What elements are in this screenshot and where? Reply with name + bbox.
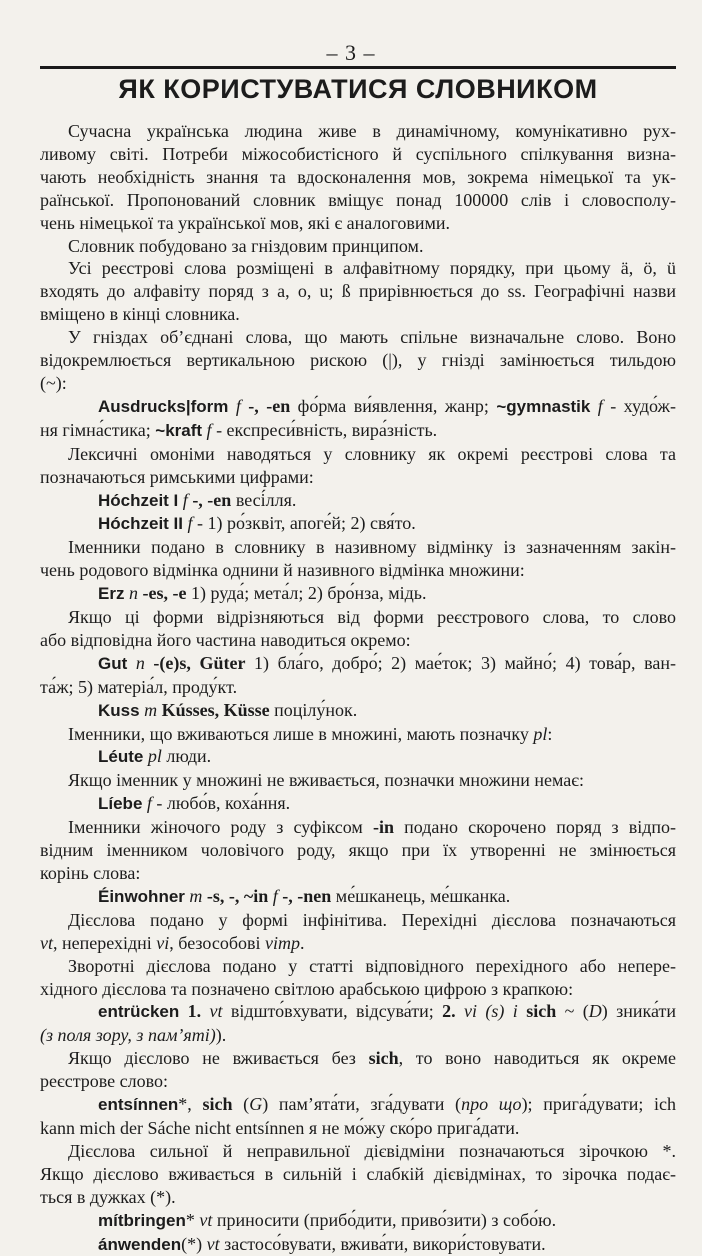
translation: люди. bbox=[162, 746, 211, 766]
gender-mark: n bbox=[129, 583, 138, 603]
translation: ) пам’ята́ти, зга́дувати ( bbox=[262, 1094, 461, 1114]
header-rule bbox=[40, 66, 676, 69]
paragraph-plural-only bbox=[40, 723, 676, 746]
paragraph-sich-line2: реєстрове слово: bbox=[40, 1070, 676, 1093]
paragraph-text: , неперехідні bbox=[53, 933, 156, 953]
gender-mark: m bbox=[144, 700, 157, 720]
gender-mark: f bbox=[236, 396, 241, 416]
gender-mark: f bbox=[147, 793, 152, 813]
gender-mark: f bbox=[188, 513, 193, 533]
paragraph-nests-line2: відокремлюється вертикальною рискою (|), у гнізді замінюється тильдою bbox=[40, 349, 676, 372]
paragraph-homonyms-line1: Лексичні омоніми наводяться у словнику як окремі реєстрові слова та bbox=[40, 443, 676, 466]
paragraph-intro-line1: Сучасна українська людина живе в динамічному, комунікативно рух- bbox=[40, 120, 676, 143]
page-title: ЯК КОРИСТУВАТИСЯ СЛОВНИКОМ bbox=[40, 74, 676, 105]
vt-mark: vt bbox=[199, 1210, 212, 1230]
suffix: -in bbox=[373, 817, 394, 837]
sense-number: 1. bbox=[179, 1001, 201, 1021]
forms: *, bbox=[178, 1094, 202, 1114]
sich-mark: sich bbox=[369, 1048, 399, 1068]
translation: весі́лля. bbox=[231, 490, 296, 510]
paragraph-text: Іменники, що вживаються лише в множині, мають позначку bbox=[68, 724, 533, 744]
paragraph-feminine-line1 bbox=[40, 816, 676, 839]
example-leute bbox=[40, 745, 676, 769]
paragraph-forms-line1: Якщо ці форми відрізняються від форми реєстрового слова, то слово bbox=[40, 606, 676, 629]
headword: ~gymnastik bbox=[496, 397, 590, 416]
paragraph-alphabet-line2: входять до алфавіту поряд з a, o, u; ß прирівнюється до ss. Географічні назви bbox=[40, 280, 676, 303]
headword: Líebe bbox=[98, 794, 142, 813]
paragraph-intro-line3: чають необхідність знання та вдосконалення мов, зокрема німецької та ук- bbox=[40, 166, 676, 189]
paragraph-verbs-line2 bbox=[40, 932, 676, 955]
translation: ~ ( bbox=[556, 1001, 589, 1021]
example-anwenden bbox=[40, 1233, 676, 1256]
vt-mark: vt bbox=[40, 933, 53, 953]
headword: Léute bbox=[98, 747, 143, 766]
paragraph-intro-line5: чень німецької та української мов, які є аналоговими. bbox=[40, 212, 676, 235]
pl-mark: pl bbox=[533, 724, 547, 744]
example-entsinnen-line1 bbox=[40, 1093, 676, 1117]
translation: 1) руда́; мета́л; 2) бро́нза, мідь. bbox=[186, 583, 426, 603]
paragraph-text: , то воно наводиться як окреме bbox=[399, 1048, 676, 1068]
sich-mark: sich bbox=[202, 1094, 232, 1114]
example-hochzeit-2 bbox=[40, 512, 676, 536]
paragraph-feminine-line2: відним іменником чоловічого роду, якщо при їх утворенні не змінюється bbox=[40, 839, 676, 862]
paragraph-homonyms-line2: позначаються римськими цифрами: bbox=[40, 466, 676, 489]
paragraph-strong-line2: Якщо дієслово вживається в сильній і слабкій дієвідмінах, то зірочка подає- bbox=[40, 1163, 676, 1186]
headword: entrücken bbox=[98, 1002, 179, 1021]
paragraph-nests-line1: У гніздах об’єднані слова, що мають спільне визначальне слово. Воно bbox=[40, 326, 676, 349]
example-mitbringen bbox=[40, 1209, 676, 1233]
sich-mark: sich bbox=[526, 1001, 556, 1021]
example-gut-line1 bbox=[40, 652, 676, 676]
example-einwohner bbox=[40, 885, 676, 909]
headword: entsínnen bbox=[98, 1095, 178, 1114]
paragraph-nouns-line2: чень родового відмінка однини й називного відмінка множини: bbox=[40, 559, 676, 582]
paragraph-nests-line3: (~): bbox=[40, 372, 676, 395]
paragraph-feminine-line3: корінь слова: bbox=[40, 862, 676, 885]
example-entrucken-line2 bbox=[40, 1024, 676, 1047]
translation: - експреси́вність, вира́зність. bbox=[212, 420, 438, 440]
headword: Gut bbox=[98, 654, 127, 673]
paragraph-strong-line1: Дієслова сильної й неправильної дієвідміни позначаються зірочкою *. bbox=[40, 1140, 676, 1163]
forms: -, -en bbox=[188, 490, 232, 510]
translation: приносити (прибо́дити, приво́зити) з собо́ю. bbox=[212, 1210, 556, 1230]
paragraph-text: . bbox=[300, 933, 305, 953]
paragraph-reflexive-line1: Зворотні дієслова подано у статті відповідного перехідного або непере- bbox=[40, 955, 676, 978]
paragraph-text: подано скорочено поряд з відпо- bbox=[394, 817, 676, 837]
headword: mítbringen bbox=[98, 1211, 186, 1230]
forms: -, -en bbox=[241, 396, 290, 416]
example-ausdrucksform-line1 bbox=[40, 395, 676, 419]
translation: ) зника́ти bbox=[602, 1001, 676, 1021]
example-hochzeit-1 bbox=[40, 489, 676, 513]
paragraph-text: , безособові bbox=[169, 933, 265, 953]
paragraph-intro-line2: ливому світі. Потреби міжособистісного й суспільного спілкування визна- bbox=[40, 143, 676, 166]
gender-mark: f bbox=[183, 490, 188, 510]
paragraph-no-plural: Якщо іменник у множині не вживається, позначки множини немає: bbox=[40, 769, 676, 792]
forms: Kússes, Küsse bbox=[157, 700, 270, 720]
translation: ); прига́дувати; ich bbox=[522, 1094, 676, 1114]
forms: (*) bbox=[181, 1234, 207, 1254]
headword: Kuss bbox=[98, 701, 140, 720]
example-entsinnen-line2: kann mich der Sáche nicht entsínnen я не мо́жу ско́ро прига́дати. bbox=[40, 1117, 676, 1140]
paragraph-structure: Словник побудовано за гніздовим принципом. bbox=[40, 235, 676, 258]
translation: - любо́в, коха́ння. bbox=[152, 793, 290, 813]
translation: ня гімна́стика; bbox=[40, 420, 155, 440]
translation: - 1) ро́зквіт, апоге́й; 2) свя́то. bbox=[193, 513, 416, 533]
paragraph-strong-line3: ться в дужках (*). bbox=[40, 1186, 676, 1209]
page-number: – 3 – bbox=[0, 40, 702, 66]
paragraph-verbs-line1: Дієслова подано у формі інфінітива. Перехідні дієслова позначаються bbox=[40, 909, 676, 932]
paragraph-forms-line2: або відповідна його частина наводиться окремо: bbox=[40, 629, 676, 652]
translation: поцілу́нок. bbox=[270, 700, 358, 720]
forms: -s, -, ~in bbox=[202, 886, 268, 906]
gender-mark: f bbox=[273, 886, 278, 906]
sense-number: 2. bbox=[442, 1001, 456, 1021]
translation-note: (з поля зору, з пам’яті) bbox=[40, 1025, 216, 1045]
translation: відшто́вхувати, відсува́ти; bbox=[223, 1001, 443, 1021]
translation: ме́шканець, ме́шканка. bbox=[331, 886, 510, 906]
gender-mark: pl bbox=[148, 746, 162, 766]
paragraph-alphabet-line1: Усі реєстрові слова розміщені в алфавітному порядку, при цьому ä, ö, ü bbox=[40, 257, 676, 280]
example-ausdrucksform-line2 bbox=[40, 419, 676, 443]
page-body bbox=[40, 120, 676, 1256]
paragraph-text: Іменники жіночого роду з суфіксом bbox=[68, 817, 373, 837]
paragraph-alphabet-line3: вміщено в кінці словника. bbox=[40, 303, 676, 326]
example-liebe bbox=[40, 792, 676, 816]
headword: ~kraft bbox=[155, 421, 202, 440]
example-kuss bbox=[40, 699, 676, 723]
gender-mark: f bbox=[207, 420, 212, 440]
headword: ánwenden bbox=[98, 1235, 181, 1254]
gender-mark: n bbox=[136, 653, 145, 673]
paragraph-text: Якщо дієслово не вживається без bbox=[68, 1048, 369, 1068]
paragraph-intro-line4: раїнської. Пропонований словник вміщує понад 100000 слів і словосполу- bbox=[40, 189, 676, 212]
translation: застосо́вувати, вжива́ти, викори́стовувати. bbox=[220, 1234, 546, 1254]
vt-mark: vt bbox=[201, 1001, 222, 1021]
headword: Hóchzeit I bbox=[98, 491, 178, 510]
forms: -, -nen bbox=[278, 886, 332, 906]
paragraph-nouns-line1: Іменники подано в словнику в називному відмінку із зазначенням закін- bbox=[40, 536, 676, 559]
headword: Éinwohner bbox=[98, 887, 185, 906]
case-mark: G bbox=[249, 1094, 262, 1114]
forms: * bbox=[186, 1210, 200, 1230]
gender-mark: f bbox=[598, 396, 603, 416]
example-entrucken-line1 bbox=[40, 1000, 676, 1024]
vi-mark: vi bbox=[156, 933, 169, 953]
forms: -es, -e bbox=[138, 583, 186, 603]
vimp-mark: vimp bbox=[265, 933, 300, 953]
example-gut-line2: та́ж; 5) матеріа́л, проду́кт. bbox=[40, 676, 676, 699]
paragraph-reflexive-line2: хідного дієслова та позначено світлою арабською цифрою з крапкою: bbox=[40, 978, 676, 1001]
headword: Erz bbox=[98, 584, 124, 603]
translation: фо́рма ви́явлення, жанр; bbox=[290, 396, 496, 416]
example-erz bbox=[40, 582, 676, 606]
forms: -(e)s, Güter bbox=[145, 653, 246, 673]
vt-mark: vt bbox=[207, 1234, 220, 1254]
vi-mark: vi (s) i bbox=[456, 1001, 527, 1021]
gender-mark: m bbox=[189, 886, 202, 906]
translation-note: про що bbox=[461, 1094, 522, 1114]
translation: - худо́ж- bbox=[603, 396, 676, 416]
headword: Ausdrucks|form bbox=[98, 397, 228, 416]
translation: ( bbox=[233, 1094, 250, 1114]
case-mark: D bbox=[589, 1001, 602, 1021]
translation: 1) бла́го, добро́; 2) мае́ток; 3) майно́; 4) това́р, ван- bbox=[245, 653, 676, 673]
paragraph-text: : bbox=[547, 724, 552, 744]
paragraph-sich-line1 bbox=[40, 1047, 676, 1070]
headword: Hóchzeit II bbox=[98, 514, 183, 533]
translation: ). bbox=[216, 1025, 227, 1045]
